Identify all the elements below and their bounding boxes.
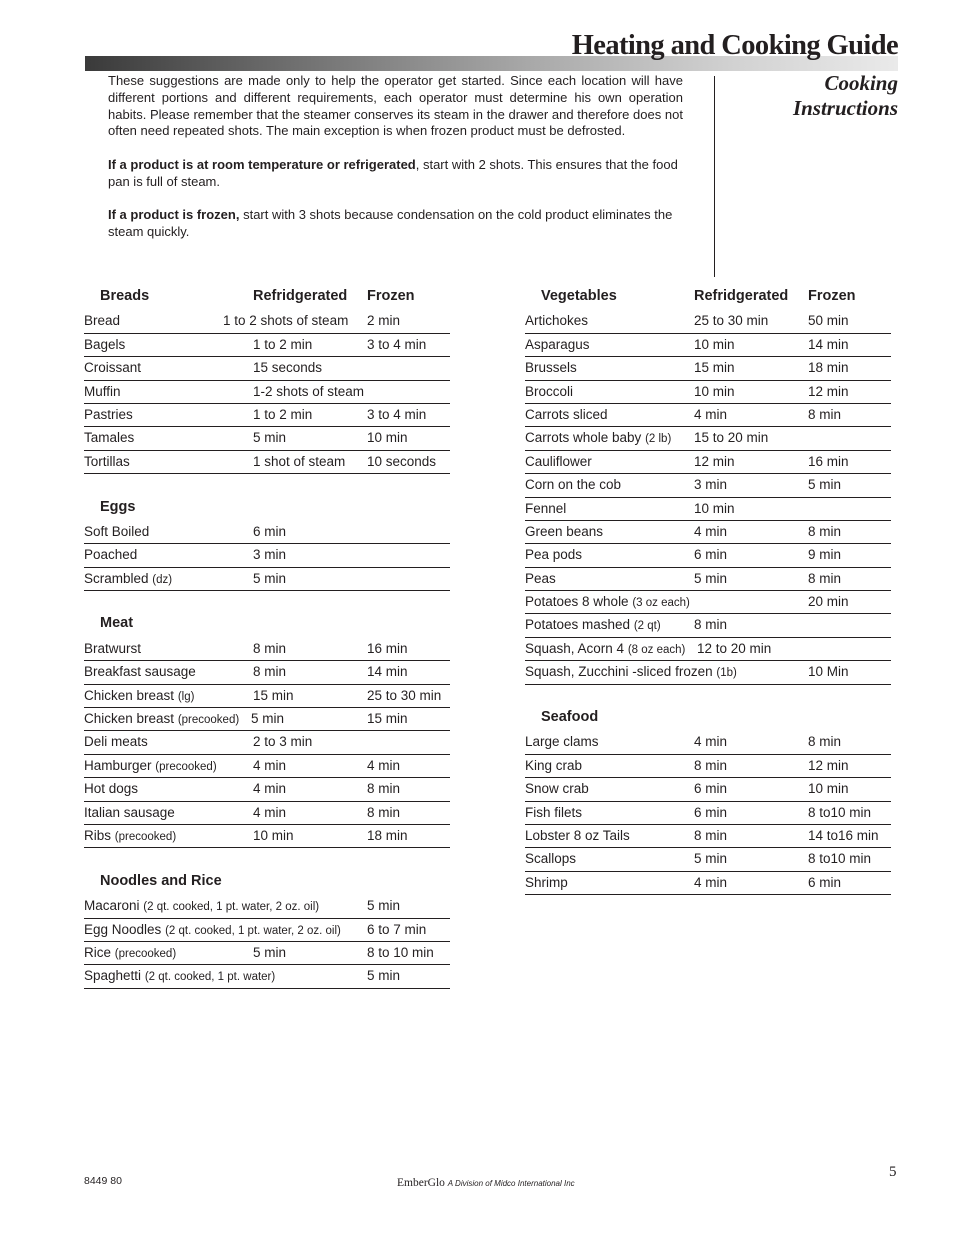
item-name: Cauliflower	[525, 453, 592, 469]
section-title: Seafood	[541, 709, 599, 726]
item-note: (2 qt)	[633, 620, 661, 633]
table-row	[84, 802, 450, 825]
item-name-cell	[84, 664, 196, 679]
item-name-cell	[525, 360, 577, 375]
refridgerated-time: 15 to 20 min	[694, 430, 769, 446]
item-name-cell	[525, 430, 671, 445]
frozen-time: 2 min	[367, 313, 401, 329]
frozen-time: 9 min	[808, 547, 842, 563]
item-name-cell	[525, 337, 590, 352]
item-name-cell	[525, 547, 582, 562]
item-name-cell	[525, 454, 592, 469]
section-title: Noodles and Rice	[100, 872, 222, 889]
item-note: (3 oz each)	[632, 597, 690, 610]
item-name: Large clams	[525, 734, 599, 750]
item-name: Bagels	[84, 336, 126, 352]
item-name: Fennel	[525, 500, 567, 516]
table-row	[84, 895, 450, 918]
item-name-cell	[84, 781, 138, 796]
item-name: Peas	[525, 570, 556, 586]
refridgerated-time: 3 min	[253, 547, 287, 563]
table-row	[84, 521, 450, 544]
item-name: Deli meats	[84, 734, 148, 750]
subtitle-line-1: Cooking	[824, 71, 898, 95]
item-name: Bratwurst	[84, 640, 142, 656]
refridgerated-time: 5 min	[694, 570, 728, 586]
left-column	[84, 287, 450, 989]
table-row	[84, 568, 450, 591]
table-row	[84, 310, 450, 333]
refridgerated-time: 1-2 shots of steam	[253, 383, 365, 399]
item-note: (2 qt. cooked, 1 pt. water, 2 oz. oil)	[143, 901, 320, 914]
item-name: Potatoes 8 whole	[525, 594, 629, 610]
item-name: Soft Boiled	[84, 523, 150, 539]
column-header-frozen: Frozen	[367, 288, 415, 304]
page-number: 5	[889, 1164, 897, 1180]
vertical-divider	[714, 76, 715, 277]
item-name-cell	[525, 524, 603, 539]
intro-paragraph-3	[108, 207, 683, 241]
intro-text	[108, 73, 683, 257]
item-name: Lobster 8 oz Tails	[525, 827, 630, 843]
table-row	[84, 708, 450, 731]
brand-division: A Division of Midco International Inc	[447, 1179, 575, 1188]
frozen-time: 50 min	[808, 313, 849, 329]
refridgerated-time: 4 min	[694, 874, 728, 890]
frozen-time: 10 seconds	[367, 453, 437, 469]
item-name-cell	[84, 384, 121, 399]
refridgerated-time: 1 to 2 min	[253, 336, 313, 352]
table-row	[84, 685, 450, 708]
intro-p3-bold: If a product is frozen,	[108, 206, 240, 222]
table-row	[525, 755, 891, 778]
item-name-cell	[84, 313, 120, 328]
right-column	[525, 287, 891, 895]
column-header-refridgerated: Refridgerated	[253, 288, 348, 304]
frozen-time: 6 to 7 min	[367, 921, 427, 937]
frozen-time: 8 to10 min	[808, 851, 872, 867]
refridgerated-time: 10 min	[694, 500, 735, 516]
frozen-time: 5 min	[367, 968, 401, 984]
refridgerated-time: 5 min	[253, 430, 287, 446]
item-name: Squash, Acorn 4	[525, 640, 625, 656]
frozen-time: 3 to 4 min	[367, 336, 427, 352]
table-row	[84, 825, 450, 848]
table-row	[525, 334, 891, 357]
item-name: Artichokes	[525, 313, 589, 329]
item-note: (precooked)	[114, 830, 177, 843]
item-name-cell	[525, 384, 573, 399]
refridgerated-time: 15 min	[253, 687, 294, 703]
refridgerated-time: 4 min	[694, 523, 728, 539]
table-row	[525, 474, 891, 497]
item-name-cell	[525, 594, 690, 609]
table-row	[84, 755, 450, 778]
refridgerated-time: 3 min	[694, 477, 728, 493]
item-name-cell	[525, 313, 588, 328]
meat-section	[84, 614, 450, 848]
item-name-cell	[84, 945, 176, 960]
section-title: Meat	[100, 615, 134, 632]
section-title: Eggs	[100, 498, 136, 515]
item-name-cell	[525, 407, 608, 422]
item-note: (precooked)	[114, 947, 177, 960]
item-name-cell	[84, 922, 341, 937]
item-name-cell	[84, 524, 149, 539]
refridgerated-time: 25 to 30 min	[694, 313, 769, 329]
table-row	[84, 778, 450, 801]
refridgerated-time: 12 to 20 min	[697, 640, 772, 656]
refridgerated-time: 4 min	[253, 804, 287, 820]
refridgerated-time: 6 min	[253, 523, 287, 539]
refridgerated-time: 6 min	[694, 804, 728, 820]
table-row	[525, 498, 891, 521]
table-row	[84, 965, 450, 988]
refridgerated-time: 6 min	[694, 781, 728, 797]
frozen-time: 6 min	[808, 874, 842, 890]
item-name-cell	[84, 968, 275, 983]
frozen-time: 10 min	[808, 781, 849, 797]
item-name-cell	[84, 688, 194, 703]
item-name-cell	[84, 828, 176, 843]
item-name-cell	[525, 734, 599, 749]
item-name: Italian sausage	[84, 804, 175, 820]
frozen-time: 18 min	[808, 360, 849, 376]
refridgerated-time: 5 min	[251, 711, 285, 727]
item-note: (dz)	[152, 573, 173, 586]
eggs-section	[84, 498, 450, 592]
item-name-cell	[84, 711, 239, 726]
item-name: Shrimp	[525, 874, 568, 890]
table-row	[84, 638, 450, 661]
item-name: Hot dogs	[84, 781, 139, 797]
table-row	[525, 731, 891, 754]
item-name: Pea pods	[525, 547, 583, 563]
item-name: Carrots whole baby	[525, 430, 642, 446]
item-name-cell	[84, 641, 141, 656]
table-row	[525, 568, 891, 591]
table-row	[525, 848, 891, 871]
item-name-cell	[525, 805, 582, 820]
frozen-time: 5 min	[808, 477, 842, 493]
frozen-time: 10 Min	[808, 664, 849, 680]
item-name-cell	[525, 758, 582, 773]
frozen-time: 8 min	[808, 734, 842, 750]
intro-p2-rest: , start with 2 shots. This ensures that the food pan is full of steam.	[108, 156, 678, 189]
eggs-header	[84, 498, 450, 521]
table-row	[525, 521, 891, 544]
item-name-cell	[525, 828, 630, 843]
refridgerated-time: 1 shot of steam	[253, 453, 346, 469]
item-name: Green beans	[525, 523, 604, 539]
item-name-cell	[84, 407, 133, 422]
frozen-time: 8 to 10 min	[367, 944, 434, 960]
frozen-time: 18 min	[367, 827, 408, 843]
refridgerated-time: 4 min	[694, 406, 728, 422]
item-name-cell	[525, 875, 568, 890]
intro-p2-bold: If a product is at room temperature or refrigerated	[108, 156, 416, 172]
refridgerated-time: 6 min	[694, 547, 728, 563]
refridgerated-time: 4 min	[253, 757, 287, 773]
item-note: (2 qt. cooked, 1 pt. water)	[144, 971, 276, 984]
item-name: Egg Noodles	[84, 921, 162, 937]
section-title: Vegetables	[541, 288, 617, 304]
item-name-cell	[84, 454, 130, 469]
table-row	[525, 872, 891, 895]
page-title: Heating and Cooking Guide	[571, 30, 898, 61]
frozen-time: 16 min	[808, 453, 849, 469]
item-note: (2 lb)	[645, 433, 672, 446]
refridgerated-time: 8 min	[694, 617, 728, 633]
item-name: Carrots sliced	[525, 406, 608, 422]
frozen-time: 14 min	[808, 336, 849, 352]
frozen-time: 8 min	[808, 523, 842, 539]
item-name-cell	[84, 430, 134, 445]
table-row	[525, 661, 891, 684]
breads-section	[84, 287, 450, 474]
page-subtitle	[698, 71, 898, 121]
table-row	[525, 802, 891, 825]
frozen-time: 14 to16 min	[808, 827, 879, 843]
vegetables-section	[525, 287, 891, 685]
table-row	[525, 544, 891, 567]
item-name: Chicken breast	[84, 711, 175, 727]
item-name-cell	[525, 501, 566, 516]
item-name: Hamburger	[84, 757, 152, 773]
frozen-time: 8 min	[367, 781, 401, 797]
item-name: Scallops	[525, 851, 577, 867]
item-name-cell	[525, 617, 661, 632]
item-name-cell	[84, 898, 319, 913]
refridgerated-time: 4 min	[694, 734, 728, 750]
frozen-time: 20 min	[808, 594, 849, 610]
table-row	[84, 731, 450, 754]
item-name-cell	[525, 851, 576, 866]
frozen-time: 8 min	[808, 406, 842, 422]
item-note: (lg)	[177, 690, 195, 703]
item-name-cell	[84, 360, 141, 375]
refridgerated-time: 4 min	[253, 781, 287, 797]
document-code: 8449 80	[84, 1175, 122, 1187]
item-name: Spaghetti	[84, 968, 142, 984]
brand-name: EmberGlo	[397, 1177, 445, 1189]
table-row	[525, 825, 891, 848]
item-name: Tortillas	[84, 453, 130, 469]
item-note: (precooked)	[177, 714, 240, 727]
refridgerated-time: 12 min	[694, 453, 735, 469]
intro-paragraph-1: These suggestions are made only to help the operator get started. Since each location will have different portions and different requirements, each operator must determine his own operation habits. Please remember that the steamer conserves its steam in the drawer and therefore does not often need repeated shots. The main exception is when frozen product must be defrosted.	[108, 73, 683, 139]
refridgerated-time: 10 min	[694, 336, 735, 352]
item-note: (1b)	[716, 667, 737, 680]
column-header-refridgerated: Refridgerated	[694, 288, 789, 304]
subtitle-line-2: Instructions	[792, 96, 898, 120]
item-name: Fish filets	[525, 804, 583, 820]
item-name: Muffin	[84, 383, 121, 399]
refridgerated-time: 2 to 3 min	[253, 734, 313, 750]
item-name-cell	[84, 547, 137, 562]
item-note: (precooked)	[155, 760, 217, 773]
table-row	[84, 404, 450, 427]
refridgerated-time: 8 min	[694, 827, 728, 843]
frozen-time: 4 min	[367, 757, 401, 773]
breads-header	[84, 287, 450, 310]
item-name: Rice	[84, 944, 112, 960]
item-name: Tamales	[84, 430, 135, 446]
table-row	[525, 778, 891, 801]
item-name: Broccoli	[525, 383, 574, 399]
frozen-time: 3 to 4 min	[367, 406, 427, 422]
table-row	[525, 357, 891, 380]
refridgerated-time: 1 to 2 min	[253, 406, 313, 422]
item-note: (8 oz each)	[627, 643, 686, 656]
item-name-cell	[84, 758, 217, 773]
refridgerated-time: 5 min	[253, 944, 287, 960]
item-name: Potatoes mashed	[525, 617, 631, 633]
item-name: King crab	[525, 757, 583, 773]
table-row	[84, 942, 450, 965]
refridgerated-time: 8 min	[694, 757, 728, 773]
item-name-cell	[84, 805, 175, 820]
refridgerated-time: 10 min	[694, 383, 735, 399]
frozen-time: 25 to 30 min	[367, 687, 442, 703]
item-name-cell	[84, 571, 172, 586]
table-row	[525, 638, 891, 661]
intro-paragraph-2	[108, 157, 683, 191]
frozen-time: 8 min	[367, 804, 401, 820]
table-row	[525, 381, 891, 404]
refridgerated-time: 15 seconds	[253, 360, 323, 376]
seafood-section	[525, 708, 891, 895]
column-header-frozen: Frozen	[808, 288, 856, 304]
item-name-cell	[525, 781, 589, 796]
table-row	[525, 404, 891, 427]
item-name-cell	[525, 477, 621, 492]
refridgerated-time: 8 min	[253, 664, 287, 680]
frozen-time: 5 min	[367, 898, 401, 914]
item-name: Croissant	[84, 360, 142, 376]
table-row	[525, 591, 891, 614]
frozen-time: 15 min	[367, 711, 408, 727]
item-name-cell	[84, 337, 125, 352]
frozen-time: 8 to10 min	[808, 804, 872, 820]
refridgerated-time: 1 to 2 shots of steam	[223, 313, 349, 329]
section-title: Breads	[100, 288, 150, 304]
table-row	[84, 357, 450, 380]
table-row	[525, 310, 891, 333]
frozen-time: 14 min	[367, 664, 408, 680]
refridgerated-time: 5 min	[694, 851, 728, 867]
item-name: Scrambled	[84, 570, 149, 586]
frozen-time: 12 min	[808, 757, 849, 773]
frozen-time: 12 min	[808, 383, 849, 399]
frozen-time: 16 min	[367, 640, 408, 656]
item-name-cell	[525, 641, 685, 656]
item-name: Pastries	[84, 406, 133, 422]
table-row	[525, 614, 891, 637]
item-name: Asparagus	[525, 336, 590, 352]
refridgerated-time: 15 min	[694, 360, 735, 376]
table-row	[84, 661, 450, 684]
refridgerated-time: 10 min	[253, 827, 294, 843]
item-name: Poached	[84, 547, 138, 563]
meat-header	[84, 614, 450, 637]
item-name: Breakfast sausage	[84, 664, 196, 680]
item-name: Macaroni	[84, 898, 140, 914]
footer-brand	[397, 1177, 575, 1189]
item-name: Snow crab	[525, 781, 589, 797]
table-row	[84, 919, 450, 942]
noodles-section	[84, 872, 450, 989]
table-row	[84, 381, 450, 404]
vegetables-header	[525, 287, 891, 310]
item-name-cell	[525, 664, 737, 679]
item-name-cell	[84, 734, 148, 749]
item-name: Corn on the cob	[525, 477, 622, 493]
table-row	[84, 451, 450, 474]
item-name: Chicken breast	[84, 687, 175, 703]
table-row	[84, 544, 450, 567]
seafood-header	[525, 708, 891, 731]
table-row	[525, 427, 891, 450]
item-name: Bread	[84, 313, 121, 329]
refridgerated-time: 8 min	[253, 640, 287, 656]
noodles-header	[84, 872, 450, 895]
item-name-cell	[525, 571, 556, 586]
frozen-time: 8 min	[808, 570, 842, 586]
frozen-time: 10 min	[367, 430, 408, 446]
item-name: Brussels	[525, 360, 577, 376]
item-name: Ribs	[84, 827, 112, 843]
intro-p3-rest: start with 3 shots because condensation on the cold product eliminates the steam quickly.	[108, 206, 673, 239]
table-row	[525, 451, 891, 474]
item-name: Squash, Zucchini -sliced frozen	[525, 664, 713, 680]
table-row	[84, 334, 450, 357]
table-row	[84, 427, 450, 450]
refridgerated-time: 5 min	[253, 570, 287, 586]
item-note: (2 qt. cooked, 1 pt. water, 2 oz. oil)	[165, 924, 341, 937]
